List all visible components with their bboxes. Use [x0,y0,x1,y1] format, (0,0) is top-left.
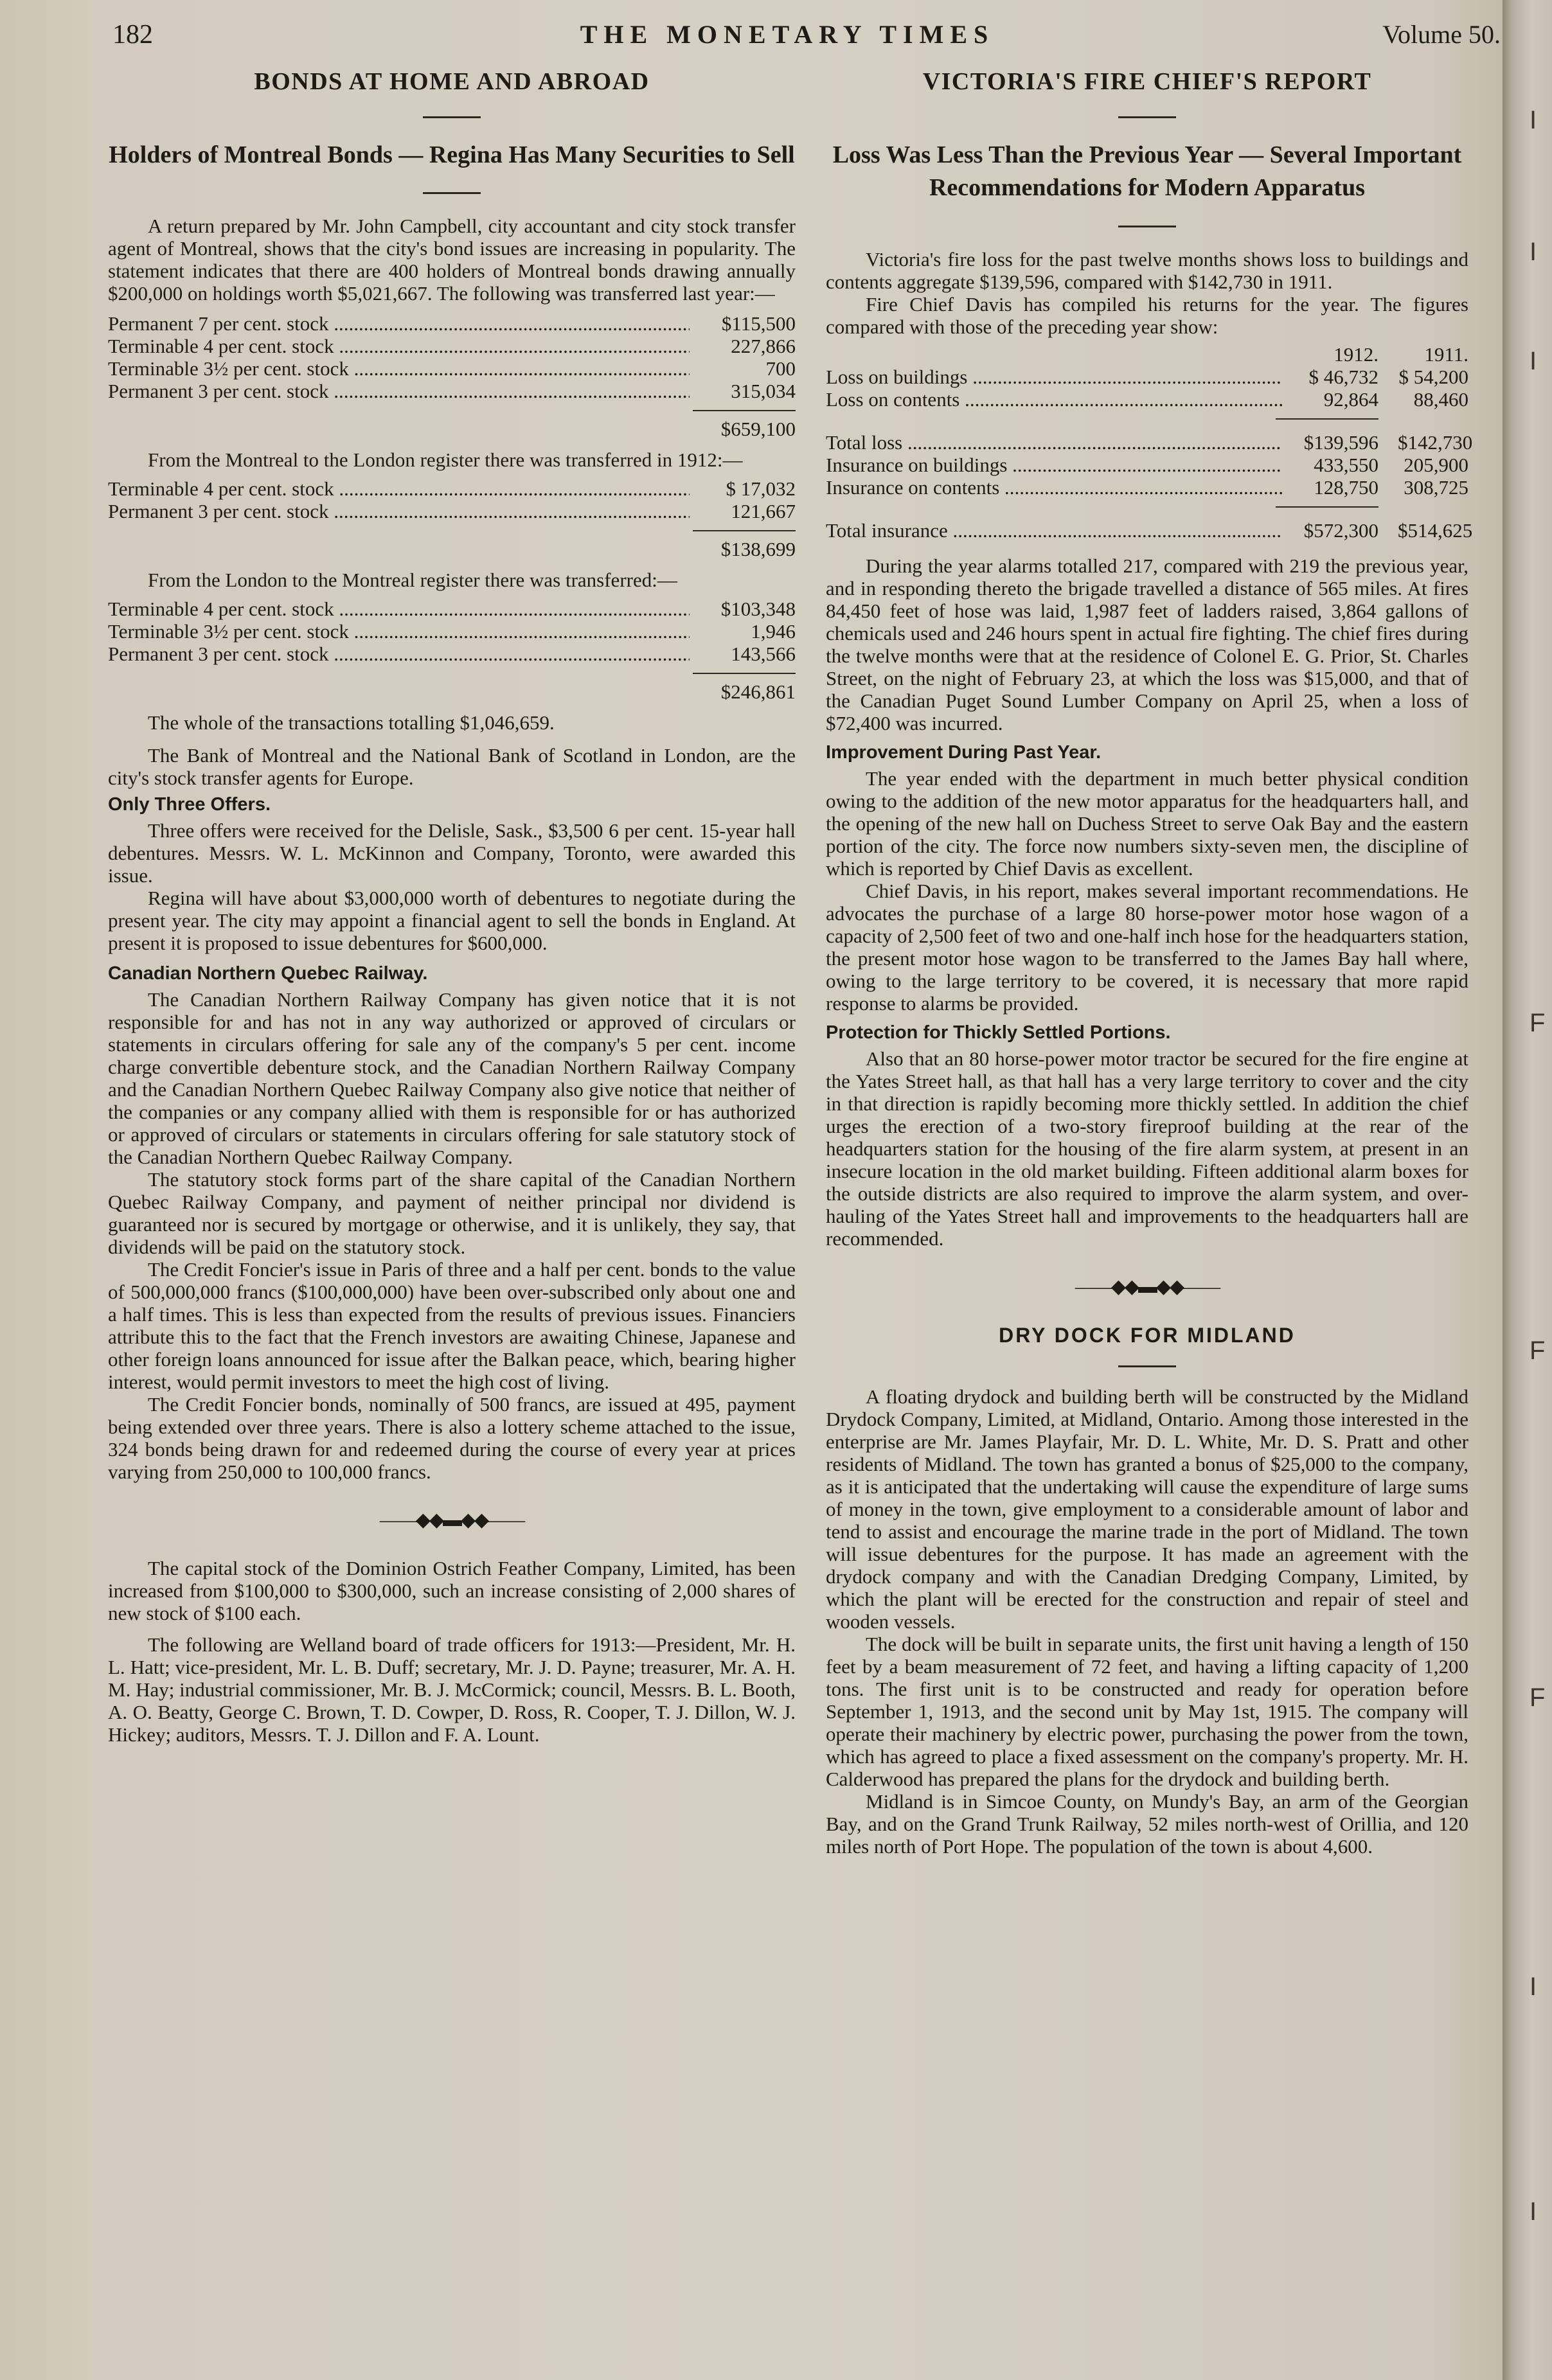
paragraph: The whole of the transactions totalling $1,046,659. [148,711,555,734]
paragraph: Regina will have about $3,000,000 worth of debentures to negotiate during the present year. The city may appoint a financial agent to sell the bonds in England. At present it is proposed to issue debentures for $600,000. [108,887,796,955]
table-row: Permanent 3 per cent. stock ..... 143,566 [108,643,796,665]
running-header [112,19,1501,58]
paragraph: The year ended with the department in much better physical condition owing to the addition of the new motor apparatus for the headquarters hall, and the opening of the new hall on Duchess Street to serve Oak Bay and the eastern portion of the city. The force now numbers sixty-seven men, the discipline of which is reported by Chief Davis as excellent. [826,767,1468,880]
paragraph: Also that an 80 horse-power motor tractor be secured for the fire engine at the Yates Street hall, as that hall has a very large territory to cover and the city in that direction is rapidly becoming more thickly settled. In addition the chief urges the erection of a two-story fireproof building at the rear of the headquarters station for the housing of the fire alarm system, at present in an insecure location in the old market building. Fifteen additional alarm boxes for the outside districts are also required to improve the alarm system, and over-hauling of the Yates Street hall and improvements to the headquarters hall are recommended. [826,1047,1468,1250]
article-title-bonds: BONDS AT HOME AND ABROAD [254,68,650,95]
page-number: 182 [112,20,153,49]
total-rule [1276,418,1378,420]
paragraph: The Canadian Northern Railway Company has given notice that it is not responsible for and has not in any way authorized or approved of circulars or statements in circulars offering for sale any of the company's 5 per cent. income charge convertible debenture stock, and the Canadian Northern Railway Company and the Canadian Northern Quebec Railway Company also give notice that neither of the companies or any company allied with them is responsible for or has authorized or approved of circulars or statements in circulars offering for sale statutory stock of the Canadian Northern Quebec Railway Company. [108,988,796,1169]
right-column [826,67,1473,1858]
table-total: $138,699 [720,538,796,561]
ornament-divider: ——◆◆▬◆◆—— [379,1509,524,1531]
table-row: Permanent 3 per cent. stock ..... 121,667 [108,500,796,522]
table-row: Terminable 4 per cent. stock ..... 227,866 [108,335,796,357]
edge-letter: F [1530,1337,1546,1365]
total-rule [693,410,796,411]
article-subtitle-fire: Loss Was Less Than the Previous Year — Several Important Recommendations for Modern Apparatus [832,141,1462,202]
edge-letter: I [1530,347,1537,375]
paragraph: A return prepared by Mr. John Campbell, city accountant and city stock transfer agent of Montreal, shows that the city's bond issues are increasing in popularity. The statement indicates that there are 400 holders of Montreal bonds drawing annually $200,000 on holdings worth $5,021,667. The following was transferred last year:— [108,215,796,305]
table-row: Terminable 3½ per cent. stock ..... 1,946 [108,620,796,643]
table-row: Permanent 3 per cent. stock ..... 315,034 [108,380,796,402]
title-rule [423,116,481,118]
table-row: Insurance on contents ..... 128,750 308,725 [826,476,1468,499]
table-total: $659,100 [720,418,796,441]
paragraph: Fire Chief Davis has compiled his returns for the year. The figures compared with those of the preceding year show: [826,292,1468,338]
transfer-table-1 [108,312,796,442]
table-row: Permanent 7 per cent. stock ..... $115,500 [108,312,796,335]
table-total-row: Total insurance ..... $572,300 $514,625 [826,519,1468,542]
paragraph: During the year alarms totalled 217, compared with 219 the previous year, and in responding thereto the brigade travelled a distance of 565 miles. At fires 84,450 feet of hose was laid, 1,987 feet of ladders raised, 3,864 gallons of chemicals used and 246 hours spent in actual fire fighting. The chief fires during the twelve months were that at the residence of Colonel E. G. Prior, St. Charles Street, on the night of February 23, at which the loss was $15,000, and that of the Canadian Puget Sound Lumber Company on April 25, when a loss of $72,400 was incurred. [826,554,1468,734]
fire-loss-table [826,342,1473,542]
total-rule [693,673,796,674]
subtitle-rule [1118,226,1176,227]
adjacent-page-edge [1503,0,1552,2380]
title-rule [1118,1365,1176,1367]
edge-letter: I [1530,238,1537,266]
table-row: Total loss ..... $139,596 $142,730 [826,431,1468,454]
paragraph: The Credit Foncier's issue in Paris of three and a half per cent. bonds to the value of 500,000,000 francs ($100,000,000) have been over-subscribed only about one and a half times. This is less than expected from the results of previous issues. Financiers attribute this to the fact that the French investors are awaiting Chinese, Japanese and other foreign loans announced for issue after the Balkan peace, which, bearing higher interest, would permit investors to meet the high cost of living. [108,1258,796,1394]
paragraph: The capital stock of the Dominion Ostrich Feather Company, Limited, has been increased from $100,000 to $300,000, such an increase consisting of 2,000 shares of new stock of $100 each. [108,1557,796,1625]
left-column [108,67,796,1746]
section-heading: Canadian Northern Quebec Railway. [108,963,428,984]
paragraph: From the Montreal to the London register there was transferred in 1912:— [148,448,743,472]
paragraph: The following are Welland board of trade officers for 1913:—President, Mr. H. L. Hatt; vice-president, Mr. L. B. Duff; secretary, Mr. J. D. Payne; treasurer, Mr. A. H. M. Hay; industrial commissioner, Mr. B. J. McCormick; council, Messrs. B. L. Booth, A. O. Beatty, George C. Brown, T. D. Cowper, D. Ross, R. Cooper, T. J. Dillon, W. J. Hickey; auditors, Messrs. T. J. Dillon and F. A. Lount. [108,1633,796,1746]
paragraph: The statutory stock forms part of the share capital of the Canadian Northern Quebec Railway Company, and payment of neither principal nor dividend is guaranteed nor is secured by mortgage or otherwise, and it is unlikely, they say, that dividends will be paid on the statutory stock. [108,1168,796,1259]
article-title-fire: VICTORIA'S FIRE CHIEF'S REPORT [922,68,1372,95]
section-heading: Improvement During Past Year. [826,742,1102,763]
ornament-divider: ——◆◆▬◆◆—— [1075,1275,1220,1297]
article-subtitle-bonds: Holders of Montreal Bonds — Regina Has Many Securities to Sell [109,141,795,168]
paragraph: The Credit Foncier bonds, nominally of 500 francs, are issued at 495, payment being extended over three years. There is also a lottery scheme attached to the issue, 324 bonds being drawn for and redeemed during the course of every year at prices varying from 250,000 to 100,000 francs. [108,1393,796,1484]
paragraph: Victoria's fire loss for the past twelve months shows loss to buildings and contents aggregate $139,596, compared with $142,730 in 1911. [826,247,1468,293]
edge-letter: I [1530,1973,1537,2001]
paragraph: The dock will be built in separate units, the first unit having a length of 150 feet by a beam measurement of 72 feet, and having a lifting capacity of 1,200 tons. The first unit is to be constructed and ready for operation before September 1, 1913, and the second unit by May 1st, 1915. The company will operate their machinery by electric power, purchasing the power from the town, which has agreed to place a fixed assessment on the company's property. Mr. H. Calderwood has prepared the plans for the drydock and building berth. [826,1632,1468,1790]
publication-title: THE MONETARY TIMES [580,20,995,49]
article-title-drydock: DRY DOCK FOR MIDLAND [999,1323,1296,1347]
table-row: Loss on contents ..... 92,864 88,460 [826,388,1468,411]
edge-letter: F [1530,1009,1546,1037]
table-total: $246,861 [720,680,796,704]
transfer-table-3 [108,598,796,705]
paragraph: A floating drydock and building berth will be constructed by the Midland Drydock Company, Limited, at Midland, Ontario. Among those interested in the enterprise are Mr. James Playfair, Mr. D. L. White, Mr. D. S. Pratt and other residents of Midland. The town has granted a bonus of $25,000 to the company, as it is anticipated that the undertaking will cause the expenditure of large sums of money in the town, give employment to a considerable amount of labor and tend to assist and encourage the marine trade in the port of Midland. The town will issue debentures for the purpose. It has made an agreement with the drydock company and with the Canadian Dredging Company, Limited, by which the plant will be erected for the construction and repair of steel and wooden vessels. [826,1385,1468,1633]
edge-letter: I [1530,2198,1537,2226]
edge-letter: F [1530,1683,1546,1712]
edge-letter: I [1530,106,1537,134]
table-row: Terminable 4 per cent. stock ..... $ 17,032 [108,477,796,500]
paragraph: Three offers were received for the Delisle, Sask., $3,500 6 per cent. 15-year hall debentures. Messrs. W. L. McKinnon and Company, Toronto, were awarded this issue. [108,819,796,887]
transfer-table-2 [108,477,796,562]
table-row: Terminable 3½ per cent. stock ..... 700 [108,357,796,380]
table-header: 1912. 1911. [1333,342,1468,366]
total-rule [693,530,796,531]
section-heading: Protection for Thickly Settled Portions. [826,1022,1171,1043]
table-row: Terminable 4 per cent. stock ..... $103,348 [108,598,796,620]
section-heading: Only Three Offers. [108,794,271,815]
total-rule [1276,506,1378,508]
title-rule [1118,116,1176,118]
volume-label: Volume 50. [1382,20,1501,49]
paragraph: The Bank of Montreal and the National Bank of Scotland in London, are the city's stock transfer agents for Europe. [108,744,796,790]
paragraph: From the London to the Montreal register there was transferred:— [148,569,677,592]
table-row: Loss on buildings ..... $ 46,732 $ 54,200 [826,366,1468,388]
paragraph: Chief Davis, in his report, makes several important recommendations. He advocates the purchase of a large 80 horse-power motor hose wagon of a capacity of 2,500 feet of two and one-half inch hose for the headquarters station, the present motor hose wagon to be transferred to the James Bay hall where, owing to the large territory to be covered, it is necessary that more rapid response to alarms be provided. [826,879,1468,1015]
paragraph: Midland is in Simcoe County, on Mundy's Bay, an arm of the Georgian Bay, and on the Grand Trunk Railway, 52 miles north-west of Orillia, and 120 miles north of Port Hope. The population of the town is about 4,600. [826,1789,1468,1858]
table-row: Insurance on buildings ..... 433,550 205,900 [826,454,1468,476]
subtitle-rule [423,192,481,194]
